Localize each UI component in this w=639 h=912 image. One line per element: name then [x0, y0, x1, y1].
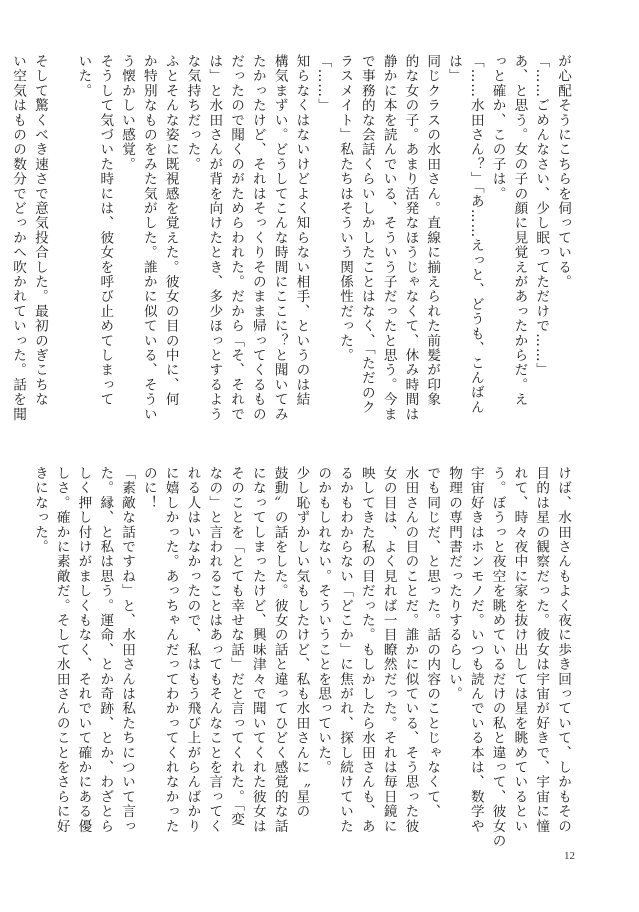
text-block-bottom: けば、水田さんもよく夜に歩き回っていて、しかもその 目的は星の観察だった。彼女は宇宙が好きで、宇宙に憧 れて、時々夜中に家を抜け出しては星を眺めているとい う。ぼうっと夜空を眺めているだけの私と違って、彼女の 宇宙好きはホンモノだ。いつも読んでいる本は、数学や 物理の専門書だったりするらしい。 でも同じだ、と思った。話の内容のことじゃなくて、 水田さんの目のことだ。誰かに似ている、そう思った彼 女の目は、よく見れば一目瞭然だった。それは毎日鏡に 映してきた私の目だった。もしかしたら水田さんも、あ るかもわからない「どこか」に焦がれ、探し続けていた のかもしれない。そういうことを思っていた。 少し恥ずかしい気もしたけど、私も水田さんに〝星の 鼓動〟の話をした。彼女の話と違ってひどく感覚的な話 になってしまったけど、興味津々で聞いてくれた彼女は そのことを「とても幸せな話」だと言ってくれた。「変 なの」と言われることはあってもそんなことを言ってく れる人はいなかったので、私はもう飛び上がらんばかり に嬉しかった。あっちゃんだってわかってくれなかった のに！ 「素敵な話ですね」と、水田さんは私たちについて言っ た。縁、と私は思う。運命、とか奇跡、とか、わざとら しく押し付けがましくもなく、それでいて確かにある優 しさ。確かに素敵だ。そして水田さんのことをさらに好 きになった。 — [31, 466, 571, 849]
page-number: 12 — [564, 850, 575, 862]
text-block-top: が心配そうにこちらを伺っている。 「……ごめんなさい、少し眠ってただけで……」 あ、と思う。女の子の顔に見覚えがあったからだ。え っと確か、この子は。 「……水田さん？」「あ……えっと、どうも、こんばん は」 同じクラスの水田さん。直線に揃えられた前髪が印象 的な女の子。あまり活発なほうじゃなくて、休み時間は 静かに本を読んでいる、そういう子だったと思う。今ま で事務的な会話くらいしかしたことはなく、「ただのク ラスメイト」私たちはそういう関係性だった。 「……」 知らなくはないけどよく知らない相手、というのは結 構気まずい。どうしてこんな時間にここに？と聞いてみ たかったけど、それはそっくりそのまま帰ってくるもの だったので聞くのがためらわれた。だから「そ、それで は」と水田さんが背を向けたとき、多少ほっとするよう な気持ちだった。 ふとそんな姿に既視感を覚えた。彼女の目の中に、何 か特別なものをみた気がした。誰かに似ている、そうい う懐かしい感覚。 そうして気づいた時には、彼女を呼び止めてしまって いた。 そして驚くべき速さで意気投合した。最初のぎこちな い空気はものの数分でどっかへ吹かれていった。話を聞 — [10, 54, 571, 422]
